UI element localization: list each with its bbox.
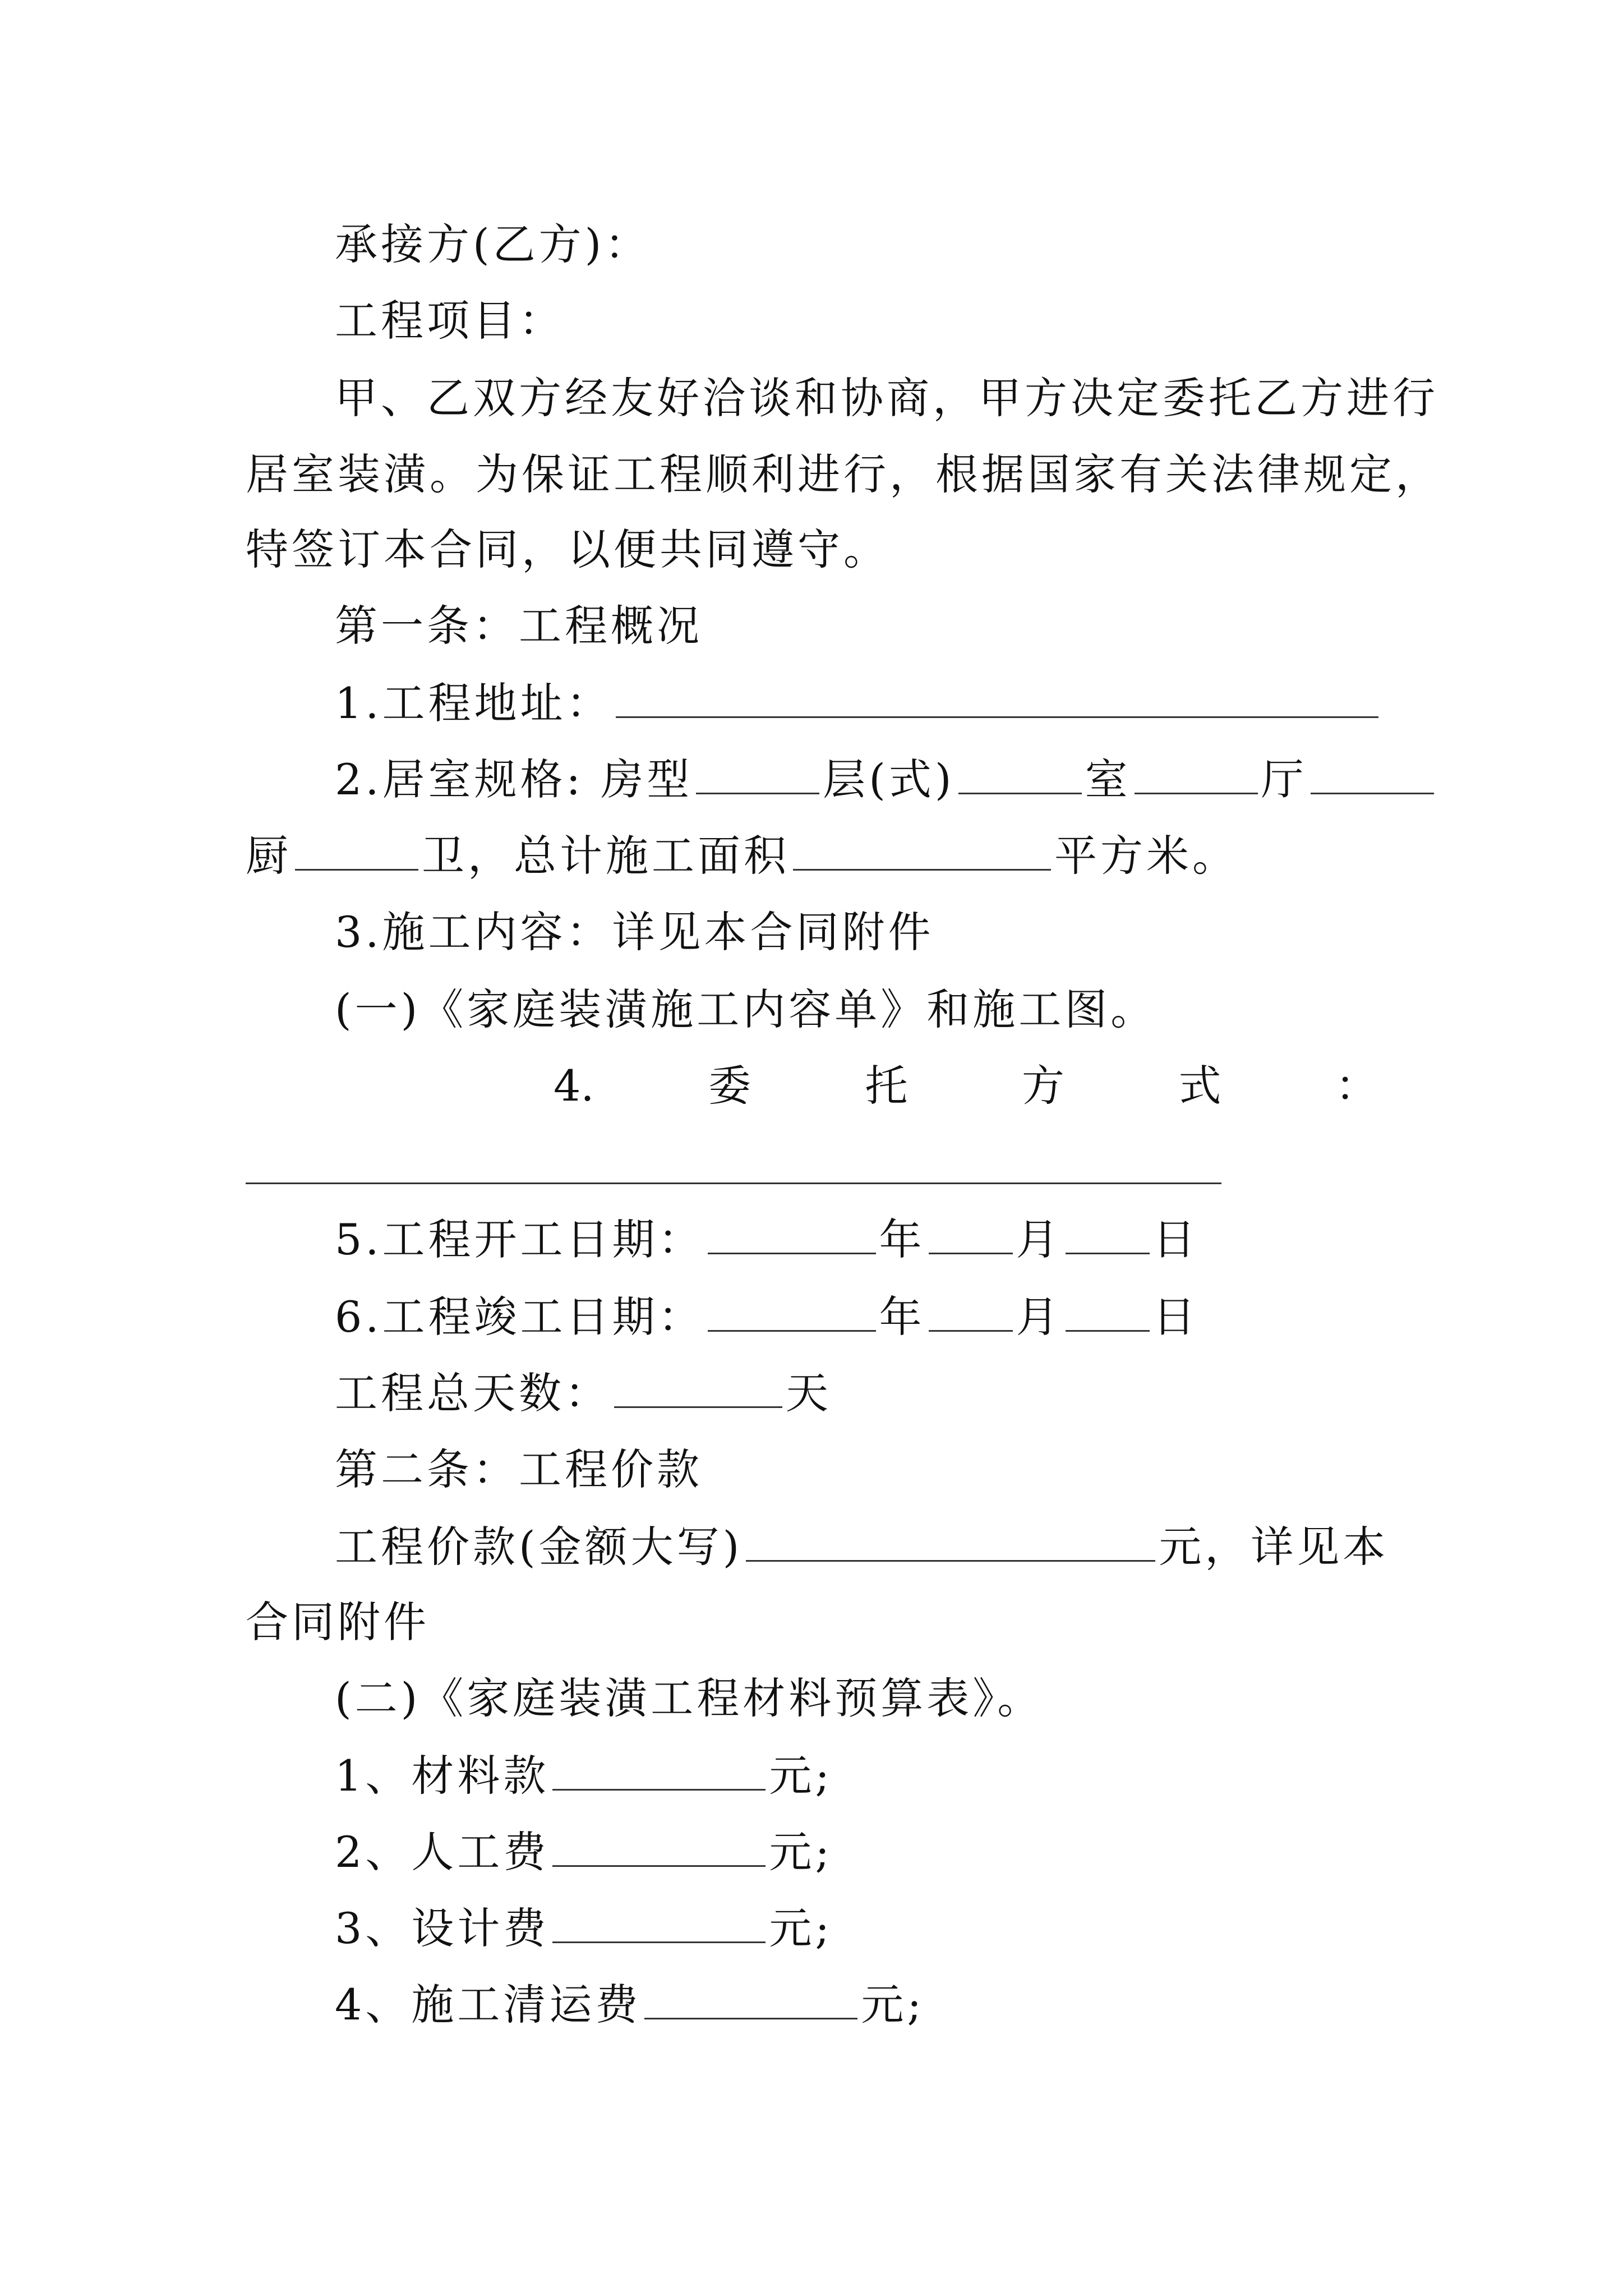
intro-paragraph-line1: 甲、乙双方经友好洽谈和协商，甲方决定委托乙方进行 [335,373,1438,423]
blank [552,1826,766,1867]
blank [1066,1291,1150,1332]
price-line: 工程价款(金额大写) 元，详见本 [335,1522,1389,1572]
design-fee-line: 3、设计费 元; [335,1903,833,1953]
total-days-line: 工程总天数： 天 [335,1368,832,1418]
blank [1135,753,1258,794]
start-date-line: 5.工程开工日期： 年 月 日 [335,1214,1199,1264]
area-blank [793,830,1051,871]
intro-paragraph-line3: 特签订本合同，以便共同遵守。 [246,524,889,574]
blank [929,1213,1013,1254]
article-1-heading: 第一条：工程概况 [335,601,703,651]
intro-paragraph-line2: 居室装潢。为保证工程顺利进行，根据国家有关法律规定， [246,449,1441,499]
article-2-heading: 第二条：工程价款 [335,1444,703,1494]
commission-method-line: 4. 委 托 方 式 ： [554,1061,1378,1111]
price-blank [746,1521,1155,1562]
room-spec-line: 2.居室规格: 房型 层(式) 室 厅 [335,752,1437,808]
contractor-line: 承接方(乙方)： [335,219,651,269]
blank [644,1978,857,2019]
cleanup-fee-line: 4、施工清运费 元; [335,1980,925,2030]
project-line: 工程项目： [335,296,565,346]
price-line2: 合同附件 [246,1597,430,1647]
construction-content-line: 3.施工内容：详见本合同附件 [335,907,934,957]
blank [929,1291,1013,1332]
blank [552,1902,766,1943]
material-fee-line: 1、材料款 元; [335,1751,833,1801]
labor-fee-line: 2、人工费 元; [335,1827,833,1877]
blank [614,1367,782,1408]
blank [958,753,1082,794]
blank [1311,753,1434,794]
attachment-1-line: (一)《家庭装潢施工内容单》和施工图。 [335,984,1157,1034]
completion-date-line: 6.工程竣工日期： 年 月 日 [335,1292,1199,1342]
blank [295,830,418,871]
blank [1066,1213,1150,1254]
address-blank [616,677,1378,718]
blank [552,1750,766,1791]
project-address-line: 1.工程地址： [335,675,1382,731]
blank [708,1213,876,1254]
blank [696,753,819,794]
commission-method-blank [246,1182,1221,1184]
room-spec-line2: 厨 卫，总计施工面积 平方米。 [246,831,1238,881]
blank [708,1291,876,1332]
attachment-2-line: (二)《家庭装潢工程材料预算表》。 [335,1673,1044,1723]
